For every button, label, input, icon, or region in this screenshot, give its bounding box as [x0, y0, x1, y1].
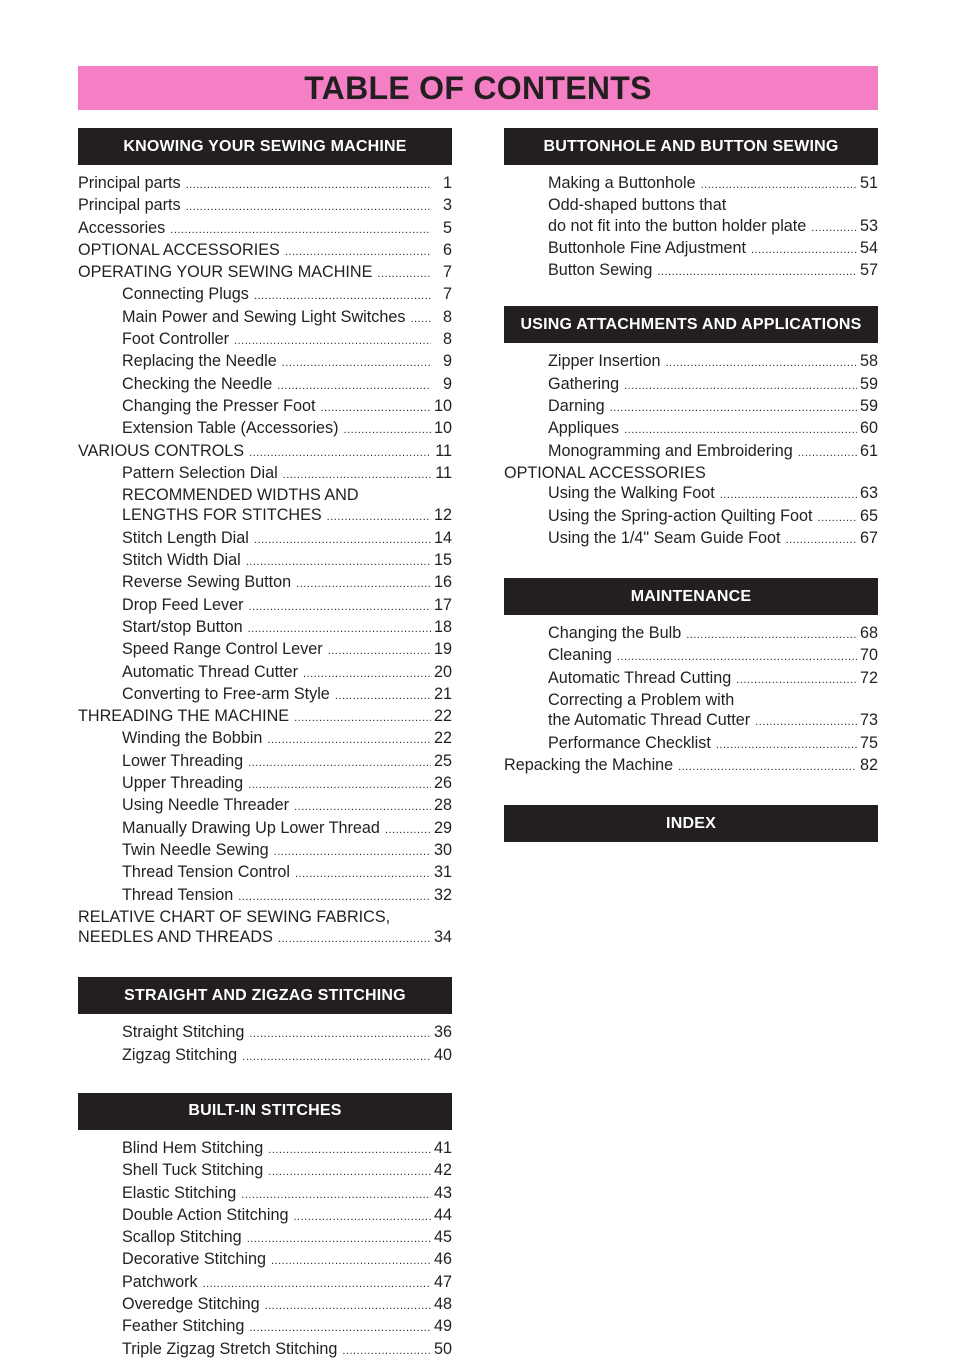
- dot-leader: [327, 507, 431, 527]
- toc-entry-page: 28: [433, 796, 452, 815]
- toc-entry-label: Buttonhole Fine Adjustment: [548, 238, 746, 257]
- toc-entry[interactable]: [78, 307, 452, 329]
- section-heading: MAINTENANCE: [504, 578, 878, 615]
- dot-leader: [242, 1047, 431, 1067]
- dot-leader: [249, 1024, 431, 1044]
- toc-entry-page: 44: [433, 1205, 452, 1224]
- toc-entry-page: 46: [433, 1250, 452, 1269]
- toc-entry-page: 15: [433, 551, 452, 570]
- toc-entry-label: Stitch Width Dial: [122, 551, 241, 570]
- toc-entry-page: 70: [859, 646, 878, 665]
- dot-leader: [617, 647, 857, 667]
- dot-leader: [716, 735, 857, 755]
- dot-leader: [751, 240, 857, 260]
- toc-entry-page: 67: [859, 528, 878, 547]
- toc-entry-label: Using the Spring-action Quilting Foot: [548, 506, 813, 525]
- toc-entry-page: 48: [433, 1295, 452, 1314]
- toc-entry-page: 10: [433, 419, 452, 438]
- toc-entry[interactable]: [78, 173, 452, 195]
- toc-entry-page: 14: [433, 528, 452, 547]
- toc-entry-page: 54: [859, 238, 878, 257]
- dot-leader: [267, 730, 431, 750]
- toc-entry[interactable]: [78, 1160, 452, 1182]
- dot-leader: [665, 353, 857, 373]
- toc-entry-label: Appliques: [548, 419, 620, 438]
- toc-entry-label: Elastic Stitching: [122, 1183, 237, 1202]
- toc-entry-label: OPTIONAL ACCESSORIES: [78, 240, 280, 259]
- toc-entry[interactable]: [78, 1205, 452, 1227]
- toc-entry[interactable]: [504, 733, 878, 755]
- toc-entry-label: Changing the Bulb: [548, 624, 682, 643]
- toc-entry-page: 7: [442, 263, 452, 282]
- toc-entry-page: 75: [859, 733, 878, 752]
- toc-entry-page: 11: [435, 441, 452, 460]
- toc-entry[interactable]: [78, 351, 452, 373]
- toc-entry-label: Straight Stitching: [122, 1023, 245, 1042]
- toc-entry[interactable]: [78, 617, 452, 639]
- toc-entry-page: 61: [859, 441, 878, 460]
- toc-entry-label: Pattern Selection Dial: [122, 463, 278, 482]
- toc-entry[interactable]: [78, 441, 452, 463]
- toc-entry-label: Upper Threading: [122, 774, 244, 793]
- toc-entry[interactable]: [504, 418, 878, 440]
- toc-entry-label: Checking the Needle: [122, 374, 273, 393]
- toc-entry[interactable]: [504, 396, 878, 418]
- toc-entry[interactable]: [504, 216, 878, 238]
- toc-entry-label: Patchwork: [122, 1272, 198, 1291]
- section-heading: BUILT-IN STITCHES: [78, 1093, 452, 1130]
- dot-leader: [294, 797, 431, 817]
- toc-entry[interactable]: [504, 645, 878, 667]
- toc-entry-page: 53: [859, 216, 878, 235]
- toc-entry-label: RELATIVE CHART OF SEWING FABRICS,: [78, 907, 391, 926]
- dot-leader: [238, 887, 431, 907]
- toc-entry-page: 82: [859, 755, 878, 774]
- toc-entry-page: 22: [433, 707, 452, 726]
- dot-leader: [686, 625, 857, 645]
- toc-entry-label: Monogramming and Embroidering: [548, 441, 793, 460]
- toc-entry-label: Twin Needle Sewing: [122, 840, 269, 859]
- entry-list: [504, 165, 878, 282]
- toc-entry-label: Using the 1/4" Seam Guide Foot: [548, 528, 781, 547]
- dot-leader: [786, 530, 857, 550]
- toc-entry-page: 32: [433, 885, 452, 904]
- toc-entry-page: 36: [433, 1023, 452, 1042]
- toc-entry[interactable]: [78, 706, 452, 728]
- toc-entry[interactable]: [504, 173, 878, 195]
- toc-entry[interactable]: [504, 690, 878, 710]
- dot-leader: [248, 753, 431, 773]
- toc-entry-label: Drop Feed Lever: [122, 595, 244, 614]
- toc-entry-label: Manually Drawing Up Lower Thread: [122, 818, 380, 837]
- toc-entry-label: Stitch Length Dial: [122, 528, 249, 547]
- dot-leader: [410, 309, 431, 329]
- toc-entry[interactable]: [78, 1045, 452, 1067]
- toc-entry-label: Changing the Presser Foot: [122, 396, 316, 415]
- entry-list: [78, 165, 452, 949]
- toc-entry[interactable]: [78, 684, 452, 706]
- toc-entry-label: Extension Table (Accessories): [122, 419, 339, 438]
- toc-entry[interactable]: [78, 639, 452, 661]
- dot-leader: [241, 1185, 431, 1205]
- toc-entry-page: 58: [859, 352, 878, 371]
- toc-entry-page: 6: [442, 240, 452, 259]
- toc-entry[interactable]: [78, 885, 452, 907]
- toc-entry-label: Using the Walking Foot: [548, 484, 715, 503]
- toc-entry[interactable]: [78, 195, 452, 217]
- toc-entry-label: Gathering: [548, 374, 620, 393]
- toc-entry-page: 9: [442, 374, 452, 393]
- title-banner: [78, 66, 878, 110]
- toc-entry-page: 8: [442, 307, 452, 326]
- toc-entry-page: 16: [433, 573, 452, 592]
- dot-leader: [294, 708, 431, 728]
- toc-entry[interactable]: [78, 1022, 452, 1044]
- dot-leader: [248, 597, 431, 617]
- toc-entry-label: Making a Buttonhole: [548, 174, 696, 192]
- toc-entry[interactable]: [78, 1249, 452, 1271]
- dot-leader: [342, 1341, 431, 1361]
- toc-entry[interactable]: [504, 260, 878, 282]
- dot-leader: [320, 398, 431, 418]
- toc-entry[interactable]: [504, 528, 878, 550]
- dot-leader: [268, 1162, 431, 1182]
- dot-leader: [249, 443, 431, 463]
- toc-entry-label: Decorative Stitching: [122, 1250, 266, 1269]
- right-column: [504, 128, 878, 842]
- toc-entry[interactable]: [78, 374, 452, 396]
- toc-entry-label: LENGTHS FOR STITCHES: [122, 506, 322, 525]
- dot-leader: [247, 1229, 431, 1249]
- toc-entry-label: Darning: [548, 397, 605, 416]
- dot-leader: [385, 820, 431, 840]
- dot-leader: [377, 264, 431, 284]
- entry-list: [78, 1130, 452, 1361]
- section-heading: BUTTONHOLE AND BUTTON SEWING: [504, 128, 878, 165]
- toc-entry-page: 51: [859, 174, 878, 192]
- toc-entry-page: 63: [859, 484, 878, 503]
- toc-entry-label: Correcting a Problem with: [548, 691, 735, 710]
- section-straight-and-zigzag-stitching: [78, 977, 452, 1067]
- dot-leader: [610, 398, 857, 418]
- toc-entry-label: RECOMMENDED WIDTHS AND: [122, 486, 359, 505]
- toc-entry[interactable]: [78, 1227, 452, 1249]
- dot-leader: [818, 508, 857, 528]
- toc-entry[interactable]: [504, 238, 878, 260]
- toc-entry-label: Replacing the Needle: [122, 352, 277, 371]
- dot-leader: [282, 353, 431, 373]
- toc-entry-page: 3: [442, 196, 452, 215]
- toc-entry-label: Feather Stitching: [122, 1317, 245, 1336]
- toc-entry[interactable]: [78, 1294, 452, 1316]
- section-built-in-stitches: [78, 1093, 452, 1361]
- dot-leader: [720, 485, 857, 505]
- toc-entry-page: 68: [859, 624, 878, 643]
- section-using-attachments-and-applications: [504, 306, 878, 550]
- dot-leader: [274, 842, 431, 862]
- toc-entry-page: 45: [433, 1228, 452, 1247]
- toc-entry-label: NEEDLES AND THREADS: [78, 928, 273, 947]
- toc-entry-page: 5: [442, 218, 452, 237]
- toc-entry-label: Main Power and Sewing Light Switches: [122, 307, 406, 326]
- dot-leader: [701, 175, 857, 195]
- toc-entry[interactable]: [78, 550, 452, 572]
- toc-entry-label: Using Needle Threader: [122, 796, 290, 815]
- toc-entry-label: Button Sewing: [548, 261, 653, 280]
- toc-entry-page: 42: [433, 1161, 452, 1180]
- dot-leader: [248, 775, 431, 795]
- toc-entry-page: 72: [859, 668, 878, 687]
- toc-entry[interactable]: [504, 483, 878, 505]
- section-heading: USING ATTACHMENTS AND APPLICATIONS: [504, 306, 878, 343]
- toc-entry-page: 59: [859, 374, 878, 393]
- toc-entry-label: Double Action Stitching: [122, 1205, 289, 1224]
- toc-entry-page: 41: [433, 1138, 452, 1157]
- toc-entry[interactable]: [78, 1339, 452, 1361]
- toc-entry-page: 30: [433, 840, 452, 859]
- toc-entry-page: 21: [433, 684, 452, 703]
- toc-entry-page: 50: [433, 1339, 452, 1358]
- toc-entry-page: 18: [433, 617, 452, 636]
- toc-entry-page: 34: [433, 928, 452, 947]
- toc-entry-label: Repacking the Machine: [504, 755, 674, 774]
- toc-entry[interactable]: [78, 1272, 452, 1294]
- dot-leader: [303, 664, 431, 684]
- toc-entry[interactable]: [504, 351, 878, 373]
- toc-entry[interactable]: [78, 1183, 452, 1205]
- toc-entry-label: Thread Tension Control: [122, 863, 290, 882]
- dot-leader: [186, 175, 431, 195]
- toc-entry-page: 17: [433, 595, 452, 614]
- toc-entry-page: 31: [433, 863, 452, 882]
- toc-entry[interactable]: [78, 418, 452, 440]
- toc-entry[interactable]: [78, 773, 452, 795]
- toc-entry-page: 26: [433, 774, 452, 793]
- dot-leader: [344, 420, 431, 440]
- toc-entry-page: 25: [433, 751, 452, 770]
- entry-list: [504, 615, 878, 777]
- toc-entry[interactable]: [78, 329, 452, 351]
- toc-entry[interactable]: [78, 662, 452, 684]
- dot-leader: [246, 552, 431, 572]
- toc-entry-label: Cleaning: [548, 646, 612, 665]
- toc-entry[interactable]: [504, 710, 878, 732]
- toc-entry-label: Overedge Stitching: [122, 1295, 260, 1314]
- toc-entry[interactable]: [504, 755, 878, 777]
- dot-leader: [335, 686, 431, 706]
- toc-entry-label: Winding the Bobbin: [122, 729, 263, 748]
- toc-entry-page: 47: [433, 1272, 452, 1291]
- toc-entry-label: Lower Threading: [122, 751, 244, 770]
- toc-entry-page: 65: [859, 506, 878, 525]
- dot-leader: [798, 443, 857, 463]
- toc-entry-label: do not fit into the button holder plate: [548, 216, 807, 235]
- toc-entry[interactable]: [78, 262, 452, 284]
- toc-entry-label: Reverse Sewing Button: [122, 573, 292, 592]
- toc-entry[interactable]: [504, 441, 878, 463]
- toc-entry-page: 29: [433, 818, 452, 837]
- section-heading: KNOWING YOUR SEWING MACHINE: [78, 128, 452, 165]
- toc-entry[interactable]: [504, 195, 878, 215]
- dot-leader: [268, 1140, 431, 1160]
- toc-entry[interactable]: [504, 463, 878, 483]
- dot-leader: [203, 1274, 431, 1294]
- toc-entry-label: Start/stop Button: [122, 617, 243, 636]
- toc-entry-label: Shell Tuck Stitching: [122, 1161, 264, 1180]
- toc-entry[interactable]: [504, 623, 878, 645]
- toc-entry-page: 57: [859, 261, 878, 280]
- dot-leader: [657, 262, 857, 282]
- toc-entry-page: 9: [442, 352, 452, 371]
- toc-entry-label: Speed Range Control Lever: [122, 640, 323, 659]
- dot-leader: [248, 619, 431, 639]
- toc-entry[interactable]: [78, 240, 452, 262]
- toc-entry[interactable]: [78, 1316, 452, 1338]
- toc-entry[interactable]: [78, 862, 452, 884]
- toc-entry-label: VARIOUS CONTROLS: [78, 441, 245, 460]
- toc-entry[interactable]: [78, 218, 452, 240]
- toc-entry[interactable]: [78, 818, 452, 840]
- toc-entry-label: Performance Checklist: [548, 733, 711, 752]
- toc-entry-label: Odd-shaped buttons that: [548, 196, 727, 215]
- dot-leader: [170, 220, 431, 240]
- toc-entry-label: Automatic Thread Cutter: [122, 662, 299, 681]
- dot-leader: [295, 864, 431, 884]
- toc-entry-page: 59: [859, 397, 878, 416]
- toc-entry[interactable]: [78, 505, 452, 527]
- toc-entry-page: 11: [435, 463, 452, 482]
- toc-entry[interactable]: [504, 374, 878, 396]
- toc-entry[interactable]: [78, 284, 452, 306]
- dot-leader: [265, 1296, 431, 1316]
- toc-entry[interactable]: [78, 463, 452, 485]
- toc-entry-label: Automatic Thread Cutting: [548, 668, 732, 687]
- toc-entry[interactable]: [78, 485, 452, 505]
- toc-entry-label: THREADING THE MACHINE: [78, 707, 290, 726]
- toc-entry[interactable]: [78, 840, 452, 862]
- section-index: [504, 805, 878, 842]
- toc-entry[interactable]: [78, 907, 452, 927]
- section-heading: STRAIGHT AND ZIGZAG STITCHING: [78, 977, 452, 1014]
- toc-entry[interactable]: [504, 506, 878, 528]
- toc-entry-label: Principal parts: [78, 174, 181, 192]
- toc-entry-page: 10: [433, 396, 452, 415]
- toc-entry[interactable]: [78, 572, 452, 594]
- toc-entry[interactable]: [78, 728, 452, 750]
- dot-leader: [811, 218, 857, 238]
- toc-entry-page: 73: [859, 711, 878, 730]
- entry-list: [504, 343, 878, 550]
- dot-leader: [624, 376, 857, 396]
- dot-leader: [186, 197, 431, 217]
- toc-entry-page: 49: [433, 1317, 452, 1336]
- toc-entry-label: Foot Controller: [122, 330, 230, 349]
- dot-leader: [678, 757, 857, 777]
- toc-entry-page: 8: [442, 330, 452, 349]
- entry-list: [78, 1014, 452, 1067]
- dot-leader: [296, 574, 431, 594]
- section-knowing-your-sewing-machine: [78, 128, 452, 949]
- dot-leader: [277, 376, 431, 396]
- toc-entry-label: Zigzag Stitching: [122, 1045, 238, 1064]
- toc-entry-page: 22: [433, 729, 452, 748]
- toc-entry-label: Blind Hem Stitching: [122, 1138, 264, 1157]
- toc-entry-page: 7: [442, 285, 452, 304]
- section-maintenance: [504, 578, 878, 777]
- page-title: TABLE OF CONTENTS: [304, 69, 652, 106]
- dot-leader: [328, 641, 431, 661]
- toc-entry[interactable]: [78, 528, 452, 550]
- dot-leader: [278, 929, 431, 949]
- dot-leader: [736, 670, 857, 690]
- dot-leader: [234, 331, 431, 351]
- section-buttonhole-and-button-sewing: [504, 128, 878, 282]
- toc-entry-label: Principal parts: [78, 196, 181, 215]
- toc-entry-label: Scallop Stitching: [122, 1228, 242, 1247]
- toc-entry-label: the Automatic Thread Cutter: [548, 711, 751, 730]
- dot-leader: [293, 1207, 431, 1227]
- toc-entry[interactable]: [78, 1138, 452, 1160]
- dot-leader: [254, 286, 431, 306]
- toc-entry-label: Converting to Free-arm Style: [122, 684, 330, 703]
- toc-entry-page: 40: [433, 1045, 452, 1064]
- toc-entry-label: OPERATING YOUR SEWING MACHINE: [78, 263, 373, 282]
- toc-entry-page: 20: [433, 662, 452, 681]
- dot-leader: [624, 420, 857, 440]
- toc-entry[interactable]: [78, 396, 452, 418]
- toc-entry-page: 43: [433, 1183, 452, 1202]
- dot-leader: [755, 712, 857, 732]
- dot-leader: [271, 1251, 431, 1271]
- left-column: [78, 128, 452, 1361]
- toc-entry[interactable]: [78, 795, 452, 817]
- toc-entry[interactable]: [78, 595, 452, 617]
- toc-entry-label: Triple Zigzag Stretch Stitching: [122, 1339, 338, 1358]
- toc-entry-page: 12: [433, 506, 452, 525]
- dot-leader: [254, 530, 431, 550]
- toc-entry-label: Connecting Plugs: [122, 285, 249, 304]
- section-heading: INDEX: [504, 805, 878, 842]
- toc-entry-page: 19: [433, 640, 452, 659]
- toc-entry[interactable]: [78, 927, 452, 949]
- toc-entry-page: 60: [859, 419, 878, 438]
- toc-entry-label: Thread Tension: [122, 885, 234, 904]
- toc-entry-label: Accessories: [78, 218, 166, 237]
- dot-leader: [283, 465, 431, 485]
- toc-entry[interactable]: [78, 751, 452, 773]
- toc-entry-label: OPTIONAL ACCESSORIES: [504, 463, 706, 482]
- toc-entry-label: Zipper Insertion: [548, 352, 661, 371]
- toc-entry[interactable]: [504, 668, 878, 690]
- dot-leader: [285, 242, 431, 262]
- dot-leader: [249, 1318, 431, 1338]
- toc-entry-page: 1: [442, 174, 452, 192]
